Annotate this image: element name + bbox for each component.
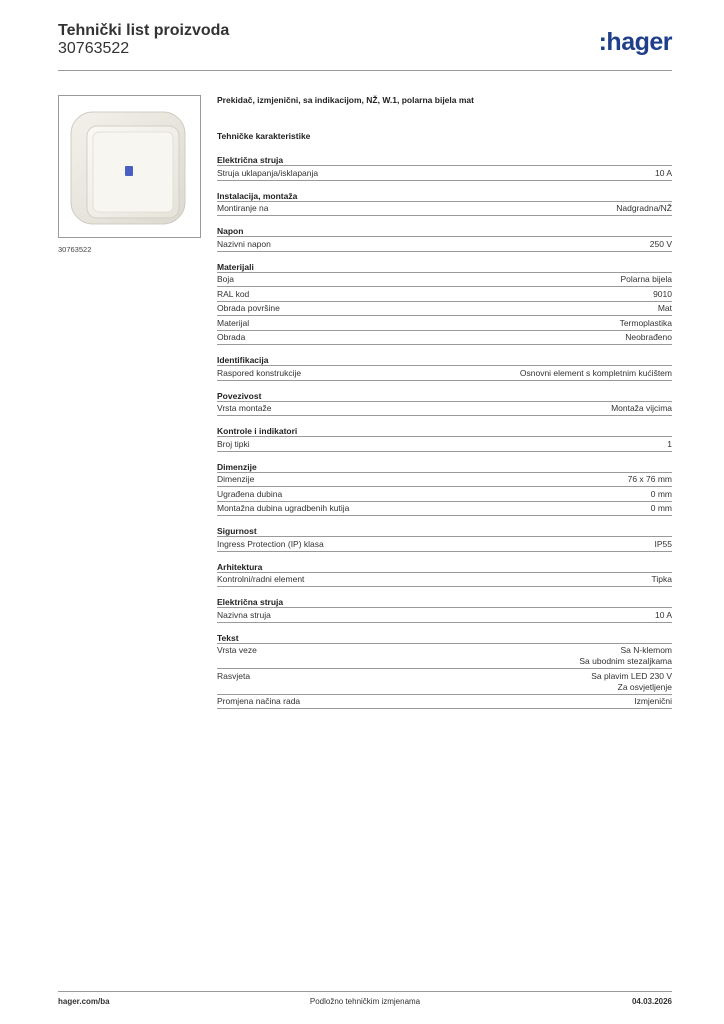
hager-logo: :hager [598, 28, 672, 56]
spec-row [217, 166, 672, 181]
section-title: Napon [217, 225, 672, 237]
footer-divider [58, 991, 672, 992]
section-title: Kontrole i indikatori [217, 425, 672, 437]
spec-label: Vrsta montaže [217, 403, 272, 413]
spec-value [579, 645, 672, 667]
spec-value [620, 318, 672, 329]
spec-value-line: Sa N-klemom [620, 645, 672, 655]
section-title: Materijali [217, 261, 672, 273]
footer-notice: Podložno tehničkim izmjenama [309, 997, 421, 1006]
spec-value-line: 0 mm [650, 503, 672, 513]
spec-row [217, 502, 672, 517]
spec-row [217, 273, 672, 288]
spec-section [217, 525, 672, 552]
spec-value [651, 503, 672, 514]
spec-label: Obrada površine [217, 303, 280, 313]
footer-website: hager.com/ba [58, 997, 110, 1006]
spec-section [217, 190, 672, 217]
spec-row [217, 487, 672, 502]
spec-row [217, 302, 672, 317]
spec-label: Raspored konstrukcije [217, 367, 302, 378]
spec-sections [217, 154, 672, 709]
spec-label: Nazivni napon [217, 238, 271, 249]
spec-section [217, 425, 672, 452]
spec-value-line: Termoplastika [619, 317, 672, 328]
spec-value-line: 76 x 76 mm [627, 474, 672, 484]
spec-row [217, 202, 672, 217]
spec-row [217, 437, 672, 452]
spec-row [217, 669, 672, 695]
spec-row [217, 366, 672, 381]
spec-label: Kontrolni/radni element [217, 574, 305, 584]
spec-value-line: Sa ubodnim stezaljkama [579, 656, 672, 666]
spec-value [634, 696, 672, 707]
spec-value [620, 274, 672, 285]
section-title: Dimenzije [217, 461, 672, 473]
spec-row [217, 573, 672, 588]
spec-row [217, 695, 672, 710]
spec-value-line: 250 V [649, 238, 672, 249]
spec-section [217, 596, 672, 623]
spec-row [217, 644, 672, 670]
spec-row [217, 237, 672, 252]
section-title: Tekst [217, 632, 672, 644]
spec-value-line: Izmjenični [634, 696, 672, 706]
spec-value [616, 203, 672, 214]
spec-value [653, 289, 672, 300]
spec-section [217, 354, 672, 381]
spec-label: Rasvjeta [217, 670, 251, 681]
spec-value-line: 10 A [654, 167, 672, 178]
spec-value-line: Montaža vijcima [611, 403, 672, 413]
spec-value [591, 671, 672, 693]
switch-image-icon [67, 104, 192, 229]
spec-section [217, 561, 672, 588]
spec-label: Ugrađena dubina [217, 488, 283, 499]
footer-date: 04.03.2026 [631, 997, 672, 1006]
spec-value [658, 303, 672, 314]
spec-value [655, 610, 672, 621]
spec-value [652, 574, 672, 585]
spec-label: Broj tipki [217, 438, 250, 449]
spec-content [217, 95, 672, 718]
section-title: Električna struja [217, 596, 672, 608]
section-title: Povezivost [217, 390, 672, 402]
product-image [58, 95, 201, 238]
spec-label: Nazivna struja [217, 609, 271, 620]
spec-value [667, 439, 672, 450]
section-title: Instalacija, montaža [217, 190, 672, 202]
spec-label: Vrsta veze [217, 645, 257, 655]
spec-label: Dimenzije [217, 474, 255, 484]
spec-row [217, 331, 672, 346]
spec-value-line: Sa plavim LED 230 V [591, 670, 672, 681]
spec-value-line: Za osvjetljenje [617, 681, 672, 692]
spec-value-line: 10 A [654, 609, 672, 620]
spec-value-line: 1 [667, 438, 672, 449]
spec-value [655, 539, 673, 550]
spec-label: Struja uklapanja/isklapanja [217, 167, 319, 178]
spec-value-line: Mat [657, 303, 672, 313]
spec-value-line: Neobrađeno [625, 332, 672, 342]
spec-value-line: 0 mm [650, 488, 672, 499]
spec-value-line: Polarna bijela [620, 274, 672, 284]
tech-characteristics-title: Tehničke karakteristike [217, 131, 311, 141]
spec-section [217, 261, 672, 346]
spec-row [217, 537, 672, 552]
spec-value [651, 489, 672, 500]
header-divider [58, 70, 672, 71]
spec-section [217, 461, 672, 517]
spec-row [217, 316, 672, 331]
spec-value-line: IP55 [654, 538, 672, 549]
spec-section [217, 154, 672, 181]
spec-label: Promjena načina rada [217, 696, 301, 706]
product-code: 30763522 [58, 40, 130, 57]
page-header [58, 22, 672, 70]
spec-value [611, 403, 672, 414]
spec-section [217, 390, 672, 417]
spec-label: Boja [217, 274, 235, 284]
spec-value-line: 9010 [653, 288, 672, 299]
section-title: Sigurnost [217, 525, 672, 537]
spec-value [650, 239, 672, 250]
spec-label: Montažna dubina ugradbenih kutija [217, 503, 350, 513]
spec-value [628, 474, 672, 485]
spec-row [217, 287, 672, 302]
spec-value [520, 368, 672, 379]
spec-section [217, 225, 672, 252]
spec-label: Montiranje na [217, 203, 269, 213]
section-title: Arhitektura [217, 561, 672, 573]
spec-value [625, 332, 672, 343]
spec-label: RAL kod [217, 288, 250, 299]
section-title: Identifikacija [217, 354, 672, 366]
spec-row [217, 608, 672, 623]
spec-label: Obrada [217, 332, 246, 342]
spec-label: Ingress Protection (IP) klasa [217, 538, 324, 549]
spec-row [217, 402, 672, 417]
spec-label: Materijal [217, 317, 250, 328]
page-title: Tehnički list proizvoda [58, 22, 230, 39]
spec-value-line: Tipka [651, 574, 672, 584]
spec-row [217, 473, 672, 488]
spec-value-line: Osnovni element s kompletnim kućištem [519, 367, 672, 378]
product-description: Prekidač, izmjenični, sa indikacijom, NŽ, W.1, polarna bijela mat [217, 95, 474, 105]
image-caption: 30763522 [58, 245, 92, 254]
spec-section [217, 632, 672, 710]
section-title: Električna struja [217, 154, 672, 166]
spec-value-line: Nadgradna/NŽ [616, 203, 672, 213]
spec-value [655, 168, 672, 179]
